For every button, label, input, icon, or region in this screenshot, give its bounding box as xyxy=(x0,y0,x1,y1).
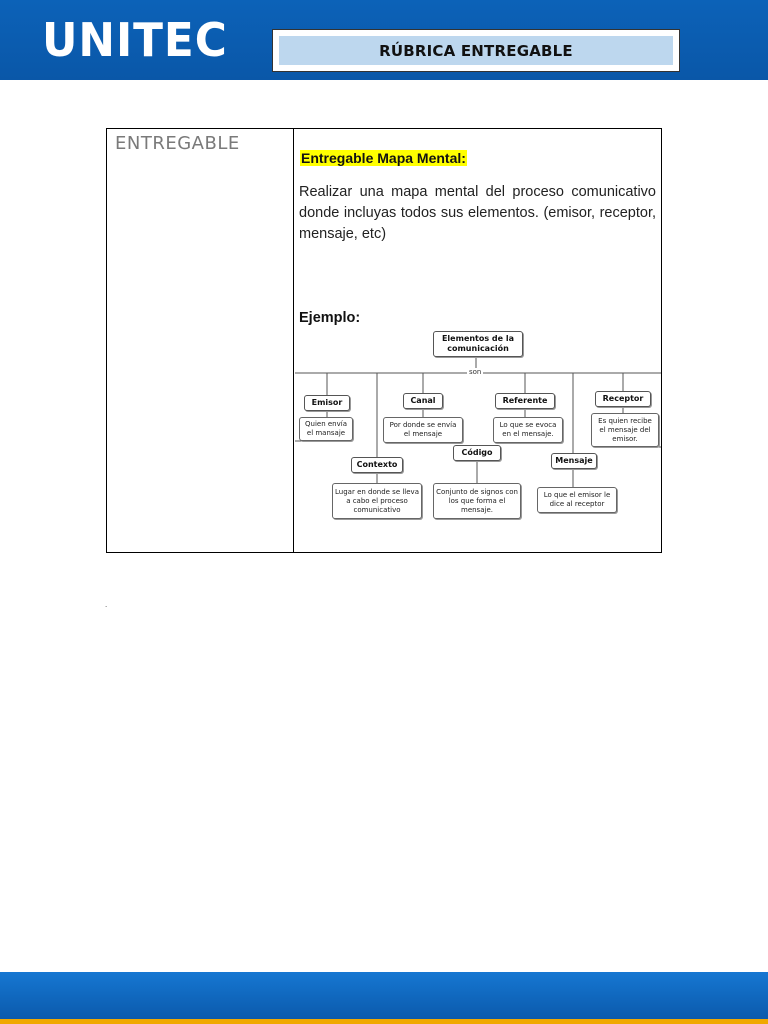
node-mensaje: Mensaje xyxy=(551,453,597,469)
example-label: Ejemplo: xyxy=(299,310,361,326)
page-title: RÚBRICA ENTREGABLE xyxy=(279,36,673,65)
footer-bar xyxy=(0,972,768,1024)
header-bar xyxy=(0,0,768,80)
column-divider xyxy=(293,129,294,552)
node-referente: Referente xyxy=(495,393,555,409)
node-emisor: Emisor xyxy=(304,395,350,411)
node-codigo: Código xyxy=(453,445,501,461)
entregable-label: ENTREGABLE xyxy=(115,133,240,154)
desc-canal: Por donde se envía el mensaje xyxy=(383,417,463,443)
desc-codigo: Conjunto de signos con los que forma el mensaje. xyxy=(433,483,521,519)
node-canal: Canal xyxy=(403,393,443,409)
desc-receptor: Es quien recibe el mensaje del emisor. xyxy=(591,413,659,447)
mind-map-diagram xyxy=(295,325,661,525)
rubric-table xyxy=(106,128,662,553)
desc-referente: Lo que se evoca en el mensaje. xyxy=(493,417,563,443)
desc-emisor: Quien envía el mansaje xyxy=(299,417,353,441)
title-box xyxy=(272,29,680,72)
footer-stripe xyxy=(0,1019,768,1024)
son-connector-label: son xyxy=(469,368,482,376)
subtitle: Entregable Mapa Mental: xyxy=(301,150,466,166)
root-node: Elementos de la comunicación xyxy=(433,331,523,357)
node-contexto: Contexto xyxy=(351,457,403,473)
instructions-text: Realizar una mapa mental del proceso comunicativo donde incluyas todos sus elementos. (emisor, receptor, mensaje, etc) xyxy=(299,184,656,242)
node-receptor: Receptor xyxy=(595,391,651,407)
footnote-dot: . xyxy=(105,600,108,609)
unitec-logo: UNITEC xyxy=(42,13,228,67)
desc-contexto: Lugar en donde se lleva a cabo el proceso comunicativo xyxy=(332,483,422,519)
desc-mensaje: Lo que el emisor le dice al receptor xyxy=(537,487,617,513)
